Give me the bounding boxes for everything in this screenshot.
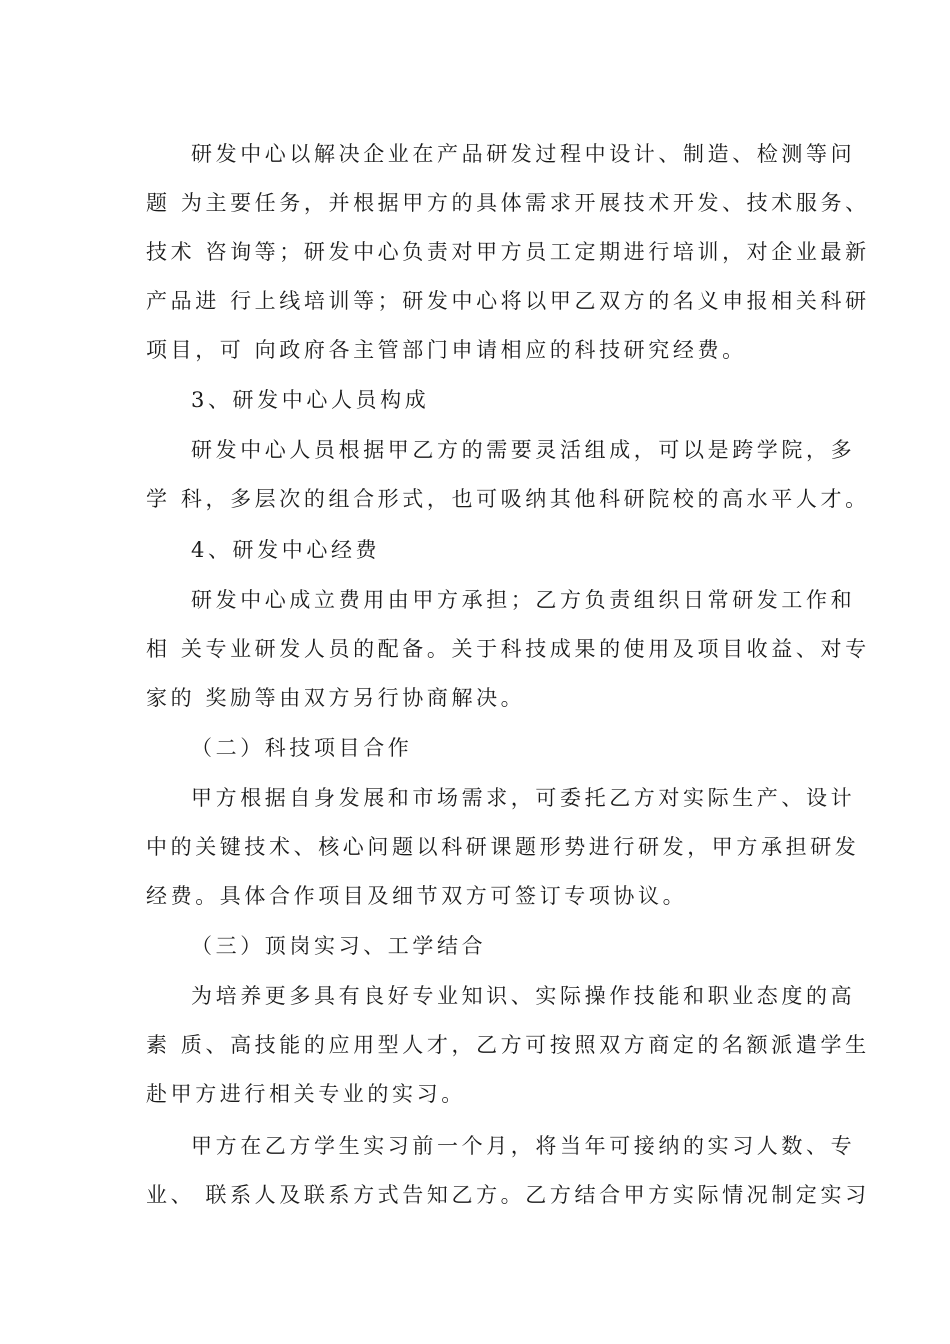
section-heading: （三）顶岗实习、工学结合 — [191, 934, 487, 958]
section-heading: （二）科技项目合作 — [191, 736, 413, 760]
section-heading: 4、研发中心经费 — [191, 538, 381, 562]
text-line: 业、 联系人及联系方式告知乙方。乙方结合甲方实际情况制定实习 — [146, 1183, 870, 1207]
text-line: 甲方根据自身发展和市场需求，可委托乙方对实际生产、设计 — [191, 786, 856, 810]
text-line: 相 关专业研发人员的配备。关于科技成果的使用及项目收益、对专 — [146, 637, 870, 661]
text-line: 为培养更多具有良好专业知识、实际操作技能和职业态度的高 — [191, 984, 856, 1008]
section-heading: 3、研发中心人员构成 — [191, 388, 430, 412]
text-line: 项目，可 向政府各主管部门申请相应的科技研究经费。 — [146, 338, 747, 362]
text-line: 技术 咨询等；研发中心负责对甲方员工定期进行培训，对企业最新 — [146, 240, 870, 264]
text-line: 经费。具体合作项目及细节双方可签订专项协议。 — [146, 884, 688, 908]
text-line: 题 为主要任务，并根据甲方的具体需求开展技术开发、技术服务、 — [146, 191, 870, 215]
text-line: 家的 奖励等由双方另行协商解决。 — [146, 686, 526, 710]
text-line: 素 质、高技能的应用型人才，乙方可按照双方商定的名额派遣学生 — [146, 1033, 870, 1057]
text-line: 产品进 行上线培训等；研发中心将以甲乙双方的名义申报相关科研 — [146, 289, 870, 313]
text-line: 中的关键技术、核心问题以科研课题形势进行研发，甲方承担研发 — [146, 835, 860, 859]
text-line: 学 科，多层次的组合形式，也可吸纳其他科研院校的高水平人才。 — [146, 487, 870, 511]
text-line: 研发中心人员根据甲乙方的需要灵活组成，可以是跨学院，多 — [191, 438, 856, 462]
text-line: 甲方在乙方学生实习前一个月，将当年可接纳的实习人数、专 — [191, 1134, 856, 1158]
text-line: 研发中心以解决企业在产品研发过程中设计、制造、检测等问 — [191, 142, 856, 166]
text-line: 赴甲方进行相关专业的实习。 — [146, 1082, 466, 1106]
text-line: 研发中心成立费用由甲方承担；乙方负责组织日常研发工作和 — [191, 588, 856, 612]
